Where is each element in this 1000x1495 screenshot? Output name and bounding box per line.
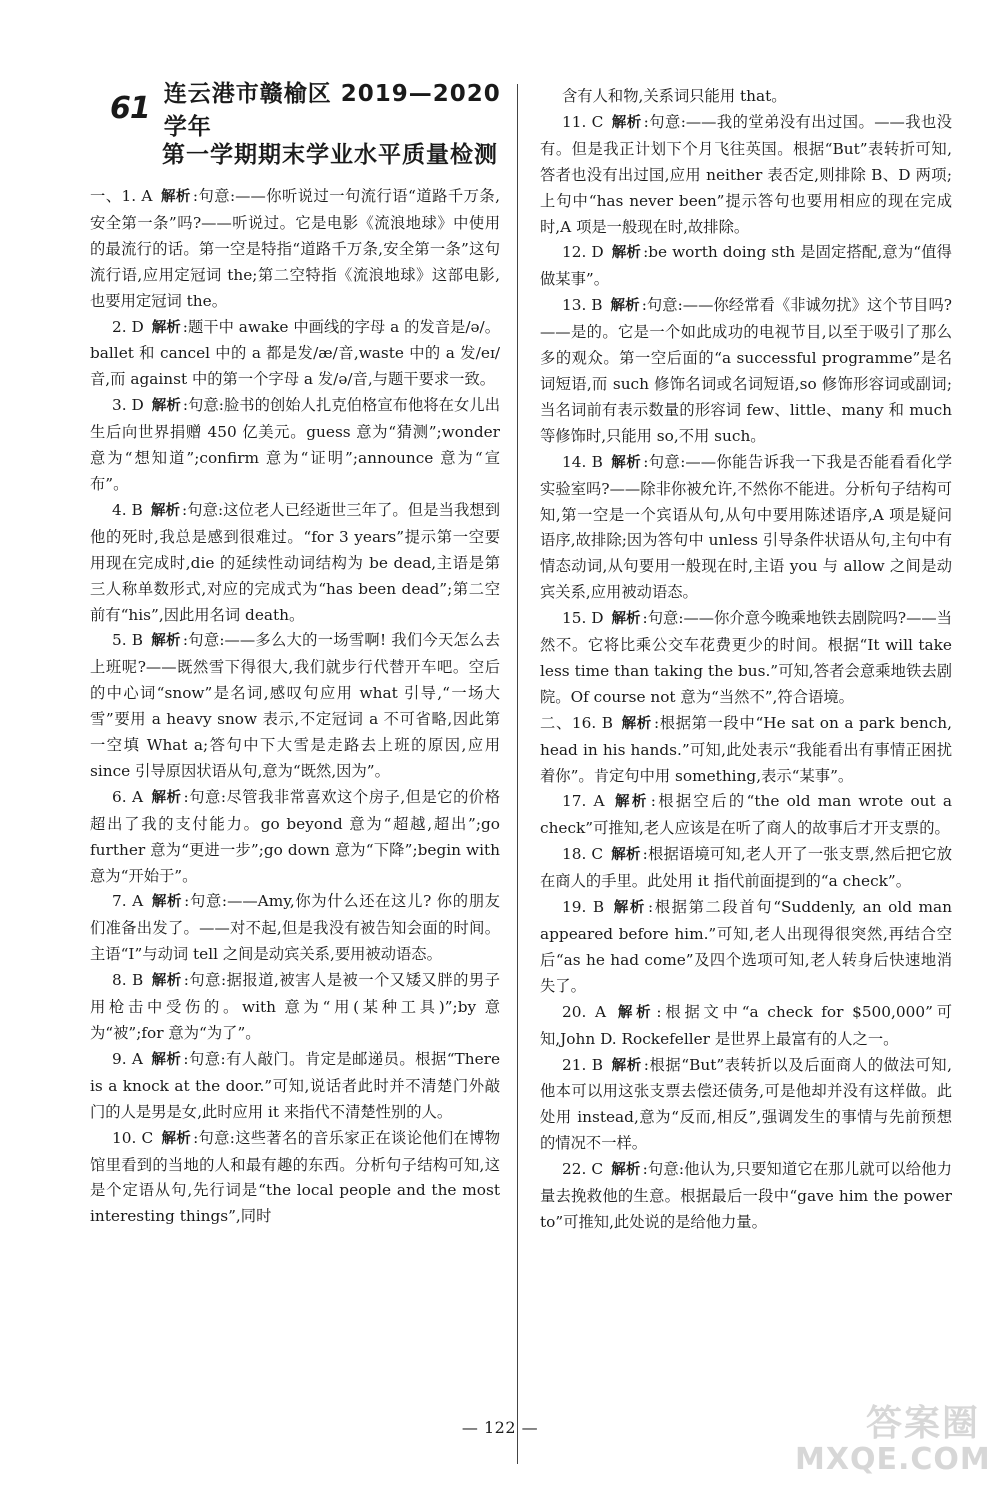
analysis-label: 解析 — [151, 894, 183, 911]
answer-item — [540, 711, 952, 790]
item-explanation: :句意:——你听说过一句流行语“道路千万条,安全第一条”吗?——听说过。它是电影《流浪地球》中使用的最流行的话。第一空是特指“道路千万条,安全第一条”这句流行语,应用定冠词 the;第二空特指《流浪地球》这部电影,也要用定冠词 the。 — [90, 187, 500, 310]
analysis-label: 解析 — [614, 1004, 655, 1021]
item-number-answer: 19. B — [562, 898, 605, 917]
item-number-answer: 4. B — [112, 500, 143, 519]
answer-item — [90, 184, 500, 315]
item-number-answer: 14. B — [562, 452, 603, 471]
answer-item — [540, 1157, 952, 1236]
analysis-label: 解析 — [151, 319, 181, 336]
title-line-2: 第一学期期末学业水平质量检测 — [162, 142, 498, 168]
analysis-label: 解析 — [150, 1051, 182, 1068]
item-number-answer: 20. A — [562, 1002, 607, 1021]
analysis-label: 解析 — [610, 298, 640, 315]
analysis-label: 解析 — [150, 502, 181, 519]
analysis-label: 解析 — [620, 715, 652, 732]
answer-item — [540, 450, 952, 606]
watermark-logo-text: 答案圈 — [865, 1403, 980, 1444]
answer-item — [90, 968, 500, 1047]
item-explanation: :根据第二段首句“Suddenly, an old man appeared before him.”可知,老人出现得很突然,再结合空后“as he had come”及四个选项可知,老人转身后快速地消失了。 — [540, 898, 953, 995]
item-number-answer: 3. D — [112, 396, 144, 415]
analysis-label: 解析 — [160, 189, 191, 205]
item-number-answer: 13. B — [562, 296, 603, 315]
analysis-label: 解析 — [611, 245, 642, 262]
item-explanation: 含有人和物,关系词只能用 that。 — [562, 87, 787, 105]
site-watermark — [795, 1395, 991, 1483]
item-explanation: :句意:尽管我非常喜欢这个房子,但是它的价格超出了我的支付能力。go beyond 意为“超越,超出”;go further 意为“更进一步”;go down 意为“下降”;begin with 意为“开始于”。 — [90, 787, 501, 885]
item-explanation: :句意:——多么大的一场雪啊! 我们今天怎么去上班呢?——既然雪下得很大,我们就步行代替开车吧。空后的中心词“snow”是名词,感叹句应用 what 引导,“一场大雪”要用 a heavy snow 表示,不定冠词 a 不可省略,因此第一空填 What a;答句中下大雪是走路去上班的原因,应用 since 引导原因状语从句,意为“既然,因为”。 — [90, 631, 500, 780]
analysis-label: 解析 — [151, 789, 182, 806]
item-number-answer: 6. A — [112, 787, 144, 806]
answer-item — [540, 1000, 952, 1053]
item-number-answer: 17. A — [562, 792, 605, 811]
answer-item — [540, 293, 952, 449]
item-explanation: :句意:脸书的创始人扎克伯格宣布他将在女儿出生后向世界捐赠 450 亿美元。guess 意为“猜测”;wonder 意为“想知道”;confirm 意为“证明”;announce 意为“宣布”。 — [90, 396, 500, 493]
item-explanation: :句意:据报道,被害人是被一个又矮又胖的男子用枪击中受伤的。with 意为“用(某种工具)”;by 意为“被”;for 意为“为了”。 — [90, 971, 501, 1042]
answer-item — [90, 393, 500, 498]
answer-item — [90, 628, 500, 784]
item-explanation: :句意:这位老人已经逝世三年了。但是当我想到他的死时,我总是感到很难过。“for 3 years”提示第一空要用现在完成时,die 的延续性动词结构为 be dead,主语是第三人称单数形式,对应的完成式为“has been dead”;第二空前有“his”,因此用名词 death。 — [90, 500, 500, 624]
item-explanation: :句意:他认为,只要知道它在那儿就可以给他力量去挽救他的生意。根据最后一段中“gave him the power to”可推知,此处说的是给他力量。 — [540, 1160, 953, 1231]
item-number-answer: 一、1. A — [90, 187, 153, 205]
item-explanation: :根据文中“a check for $500,000”可知,John D. Rockefeller 是世界上最富有的人之一。 — [540, 1002, 952, 1048]
item-explanation: :根据空后的“the old man wrote out a check”可推知,老人应该是在听了商人的故事后才开支票的。 — [540, 792, 953, 838]
item-number-answer: 12. D — [562, 243, 604, 262]
section-number: 61 — [110, 90, 150, 126]
item-explanation: :be worth doing sth 是固定搭配,意为“值得做某事”。 — [540, 243, 952, 289]
answer-item — [90, 1126, 500, 1231]
analysis-label: 解析 — [150, 633, 181, 650]
page-number: 122 — [483, 1418, 517, 1437]
analysis-label: 解析 — [611, 114, 642, 131]
analysis-label: 解析 — [612, 794, 649, 811]
item-explanation: :根据第一段中“He sat on a park bench, head in his hands.”可知,此处表示“我能看出有事情正困扰着你”。肯定句中用 something,表示“某事”。 — [540, 713, 953, 785]
title-line-1: 连云港市赣榆区 2019—2020 学年 — [163, 81, 501, 140]
analysis-label: 解析 — [161, 1130, 192, 1147]
item-number-answer: 22. C — [562, 1160, 604, 1179]
right-column — [540, 84, 952, 1236]
item-number-answer: 7. A — [112, 892, 144, 911]
answer-item — [90, 315, 500, 394]
answer-item — [540, 240, 952, 293]
page-footer: — 122 — — [461, 1418, 539, 1437]
item-explanation: :句意:——你能告诉我一下我是否能看看化学实验室吗?——除非你被允许,不然你不能进。分析句子结构可知,第一空是一个宾语从句,从句中要用陈述语序,A 项是疑问语序,故排除;因为答句中 unless 引导条件状语从句,主句中有情态动词,从句要用一般现在时,主语 you 与 allow 之间是动宾关系,应用被动语态。 — [540, 452, 952, 602]
answer-item — [90, 1047, 500, 1126]
item-number-answer: 5. B — [112, 631, 143, 650]
analysis-label: 解析 — [151, 973, 182, 990]
answer-item — [540, 842, 952, 895]
item-explanation: :题干中 awake 中画线的字母 a 的发音是/ə/。ballet 和 cancel 中的 a 都是发/æ/音,waste 中的 a 发/eɪ/音,而 against 中的第一个字母 a 发/ə/音,与题干要求一致。 — [90, 317, 500, 389]
item-explanation: :句意:——我的堂弟没有出过国。——我也没有。但是我正计划下个月飞往英国。根据“But”表转折可知,答者也没有出过国,应用 neither 表否定,则排除 B、D 两项;上句中“has never been”提示答句也要用相应的现在完成时,A 项是一般现在时,故排除。 — [540, 112, 953, 236]
answer-item — [90, 889, 500, 968]
item-number-answer: 10. C — [112, 1128, 154, 1147]
watermark-url: MXQE.COM — [795, 1442, 991, 1477]
analysis-label: 解析 — [151, 398, 181, 415]
item-explanation: :句意:——你经常看《非诚勿扰》这个节目吗?——是的。它是一个如此成功的电视节目,以至于吸引了那么多的观众。第一空后面的“a successful programme”是名词短语,而 such 修饰名词或名词短语,so 修饰形容词或副词;当名词前有表示数量的形容词 few、little、many 和 much 等修饰时,只能用 so,不用 such。 — [540, 296, 952, 445]
analysis-label: 解析 — [610, 454, 642, 471]
analysis-label: 解析 — [612, 900, 646, 917]
answer-item — [90, 498, 500, 629]
item-explanation: :根据语境可知,老人开了一张支票,然后把它放在商人的手里。此处用 it 指代前面提到的“a check”。 — [540, 845, 952, 891]
answer-item — [90, 785, 500, 890]
left-column — [90, 184, 500, 1230]
analysis-label: 解析 — [611, 1057, 642, 1074]
answer-item — [540, 789, 952, 842]
item-explanation: :句意:——你介意今晚乘地铁去剧院吗?——当然不。它将比乘公交车花费更少的时间。根据“It will take less time than taking the bus.”可知,答者会意乘地铁去剧院。Of course not 意为“当然不”,符合语境。 — [540, 609, 953, 706]
item-explanation: :根据“But”表转折以及后面商人的做法可知,他本可以用这张支票去偿还债务,可是他却并没有这样做。此处用 instead,意为“反而,相反”,强调发生的事情与先前预想的情况不一样。 — [540, 1055, 953, 1153]
answer-item — [540, 895, 952, 1000]
item-number-answer: 8. B — [112, 971, 144, 990]
item-explanation: :句意:——Amy,你为什么还在这儿? 你的朋友们准备出发了。——对不起,但是我没有被告知会面的时间。主语“I”与动词 tell 之间是动宾关系,要用被动语态。 — [90, 892, 500, 964]
analysis-label: 解析 — [611, 847, 641, 864]
item-number-answer: 15. D — [562, 609, 604, 628]
item-explanation: :句意:有人敲门。肯定是邮递员。根据“There is a knock at the door.”可知,说话者此时并不清楚门外敲门的人是男是女,此时应用 it 来指代不清楚性别的人。 — [90, 1049, 500, 1121]
analysis-label: 解析 — [611, 611, 641, 628]
column-divider — [517, 84, 518, 1464]
item-number-answer: 11. C — [562, 112, 604, 131]
answer-item — [540, 84, 952, 110]
answer-item — [540, 1053, 952, 1158]
answer-item — [540, 606, 952, 711]
item-number-answer: 9. A — [112, 1049, 143, 1068]
analysis-label: 解析 — [611, 1162, 641, 1179]
item-explanation: :句意:这些著名的音乐家正在谈论他们在博物馆里看到的当地的人和最有趣的东西。分析句子结构可知,这是个定语从句,先行词是“the local people and the most interesting things”,同时 — [90, 1128, 501, 1226]
item-number-answer: 二、16. B — [540, 713, 613, 732]
section-header — [110, 81, 510, 169]
answer-item — [540, 110, 952, 241]
item-number-answer: 2. D — [112, 317, 144, 336]
item-number-answer: 21. B — [562, 1055, 604, 1074]
item-number-answer: 18. C — [562, 845, 604, 864]
